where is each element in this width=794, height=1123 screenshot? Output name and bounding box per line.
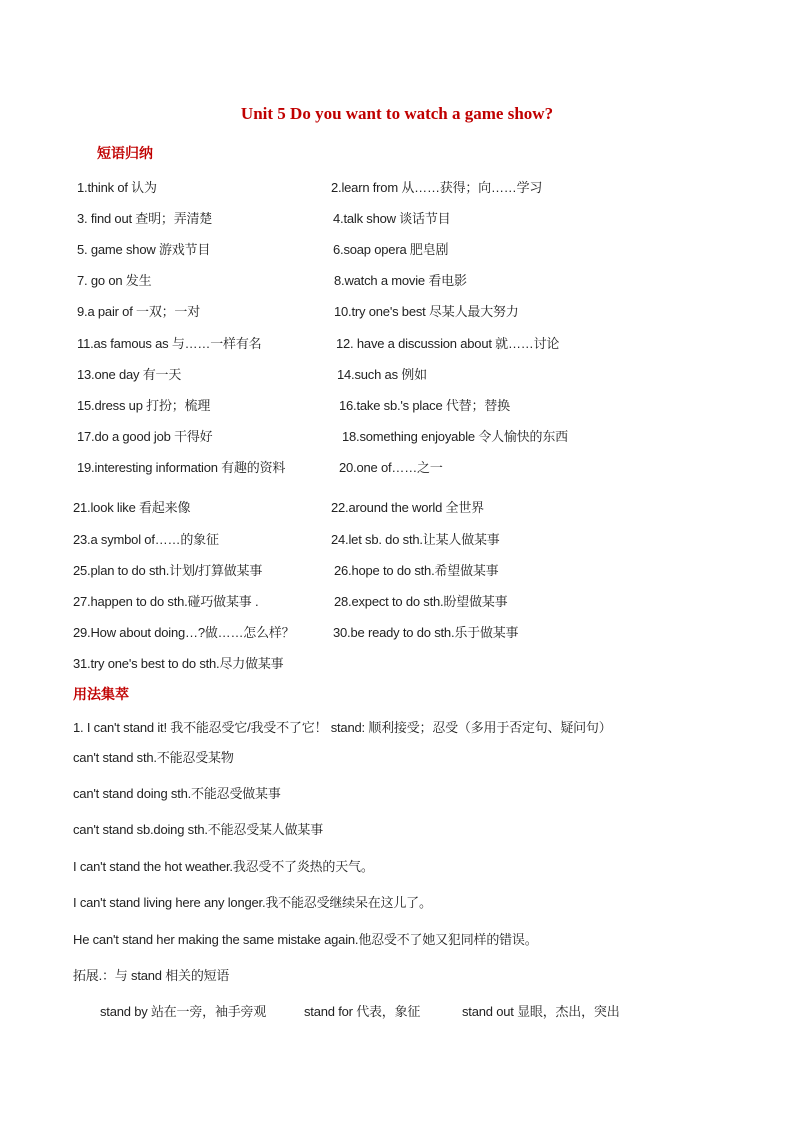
phrase-item: 15.dress up 打扮；梳理: [77, 398, 211, 413]
phrase-item: 11.as famous as 与……一样有名: [77, 336, 262, 351]
phrase-item: 29.How about doing…?做……怎么样？: [73, 625, 295, 640]
phrase-item: 26.hope to do sth.希望做某事: [334, 563, 499, 578]
phrase-item: 16.take sb.'s place 代替；替换: [339, 398, 510, 413]
phrase-item: 1.think of 认为: [77, 180, 157, 195]
phrase-item: 7. go on 发生: [77, 273, 152, 288]
phrase-item: 27.happen to do sth.碰巧做某事 .: [73, 594, 259, 609]
phrase-item: 10.try one's best 尽某人最大努力: [334, 304, 519, 319]
phrase-item: 31.try one's best to do sth.尽力做某事: [73, 656, 284, 671]
phrase-item: 19.interesting information 有趣的资料: [77, 460, 286, 475]
phrase-item: 2.learn from 从……获得；向……学习: [331, 180, 543, 195]
usage-line: can't stand sb.doing sth.不能忍受某人做某事: [73, 822, 323, 837]
phrase-item: 30.be ready to do sth.乐于做某事: [333, 625, 519, 640]
extension-item: stand out 显眼，杰出，突出: [462, 1004, 620, 1019]
phrase-item: 21.look like 看起来像: [73, 500, 191, 515]
usage-line: 拓展.：与 stand 相关的短语: [73, 968, 230, 983]
phrase-item: 13.one day 有一天: [77, 367, 182, 382]
phrase-item: 6.soap opera 肥皂剧: [333, 242, 449, 257]
extension-item: stand by 站在一旁，袖手旁观: [100, 1004, 267, 1019]
phrase-item: 18.something enjoyable 令人愉快的东西: [342, 429, 568, 444]
phrase-item: 3. find out 查明；弄清楚: [77, 211, 213, 226]
section-heading-usage: 用法集萃: [73, 687, 129, 703]
phrase-item: 28.expect to do sth.盼望做某事: [334, 594, 508, 609]
phrase-item: 8.watch a movie 看电影: [334, 273, 467, 288]
phrase-item: 5. game show 游戏节目: [77, 242, 211, 257]
phrase-item: 9.a pair of 一双；一对: [77, 304, 201, 319]
phrase-item: 14.such as 例如: [337, 367, 427, 382]
usage-line: He can't stand her making the same mistake again.他忍受不了她又犯同样的错误。: [73, 932, 538, 947]
phrase-item: 20.one of……之一: [339, 460, 443, 475]
usage-line: I can't stand the hot weather.我忍受不了炎热的天气。: [73, 859, 374, 874]
extension-item: stand for 代表，象征: [304, 1004, 421, 1019]
usage-line: 1. I can't stand it! 我不能忍受它/我受不了它！ stand: 顺利接受；忍受（多用于否定句、疑问句）: [73, 720, 612, 735]
phrase-item: 17.do a good job 干得好: [77, 429, 213, 444]
phrase-item: 22.around the world 全世界: [331, 500, 484, 515]
usage-line: I can't stand living here any longer.我不能忍受继续呆在这儿了。: [73, 895, 432, 910]
phrase-item: 4.talk show 谈话节目: [333, 211, 451, 226]
section-heading-phrases: 短语归纳: [97, 146, 153, 162]
page-title: Unit 5 Do you want to watch a game show?: [240, 104, 554, 123]
usage-line: can't stand doing sth.不能忍受做某事: [73, 786, 281, 801]
phrase-item: 23.a symbol of……的象征: [73, 532, 219, 547]
phrase-item: 12. have a discussion about 就……讨论: [336, 336, 560, 351]
phrase-item: 25.plan to do sth.计划/打算做某事: [73, 563, 263, 578]
usage-line: can't stand sth.不能忍受某物: [73, 750, 234, 765]
phrase-item: 24.let sb. do sth.让某人做某事: [331, 532, 500, 547]
